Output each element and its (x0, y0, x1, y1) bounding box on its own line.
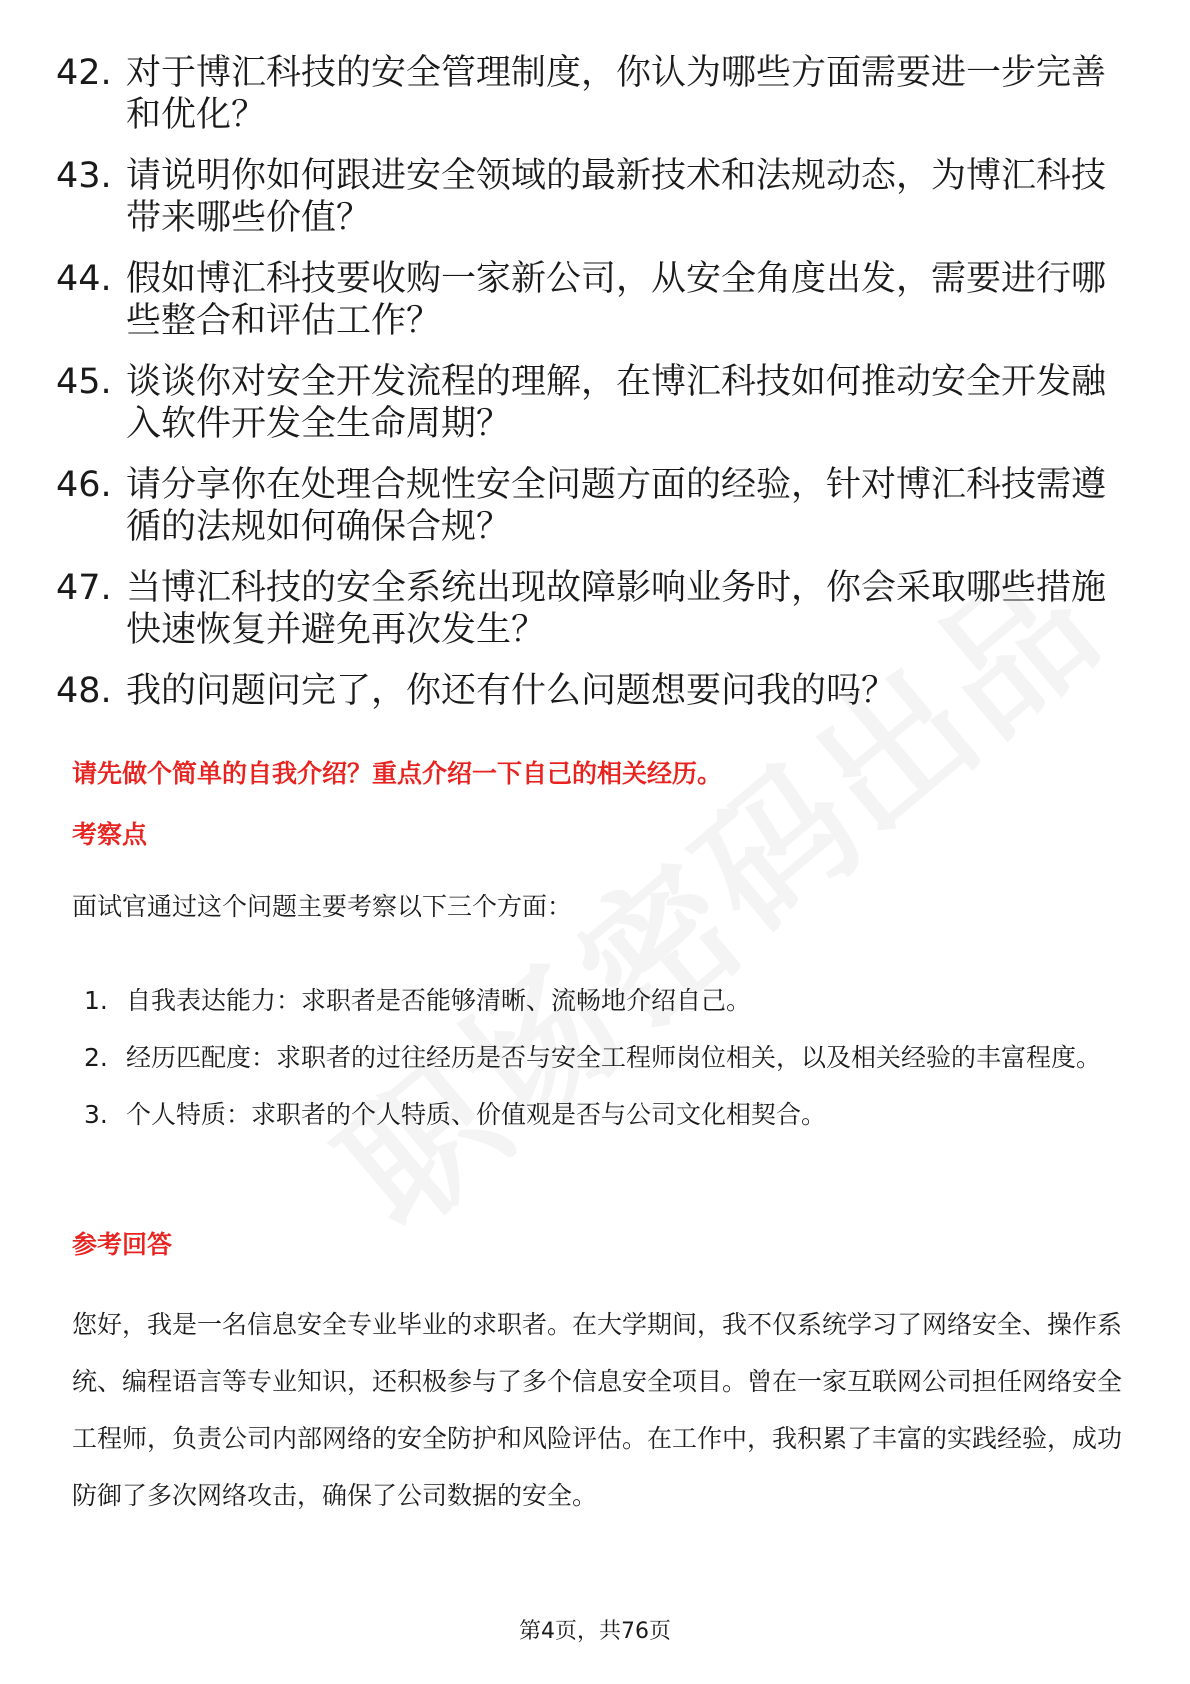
question-item (56, 361, 1136, 445)
question-text: 我的问题问完了，你还有什么问题想要问我的吗？ (126, 671, 897, 711)
question-text: 谈谈你对安全开发流程的理解，在博汇科技如何推动安全开发融入软件开发全生命周期？ (126, 362, 1107, 444)
question-text: 对于博汇科技的安全管理制度，你认为哪些方面需要进一步完善和优化？ (126, 53, 1107, 135)
question-number: 47. (56, 568, 112, 608)
focus-list (84, 972, 1124, 1143)
question-number: 45. (56, 362, 112, 402)
focus-item-text: 经历匹配度：求职者的过往经历是否与安全工程师岗位相关，以及相关经验的丰富程度。 (126, 1043, 1102, 1072)
page-footer: 第4页，共76页 (519, 1619, 671, 1644)
question-item (56, 258, 1136, 342)
question-list (56, 52, 1136, 731)
focus-item-number: 3. (84, 1100, 108, 1129)
focus-item (84, 1086, 1124, 1143)
question-text: 请说明你如何跟进安全领域的最新技术和法规动态，为博汇科技带来哪些价值？ (126, 156, 1107, 238)
question-text: 请分享你在处理合规性安全问题方面的经验，针对博汇科技需遵循的法规如何确保合规？ (126, 465, 1107, 547)
focus-item-number: 2. (84, 1043, 108, 1072)
focus-item-text: 自我表达能力：求职者是否能够清晰、流畅地介绍自己。 (126, 986, 752, 1015)
question-number: 42. (56, 53, 112, 93)
reference-heading: 参考回答 (72, 1230, 173, 1259)
focus-heading: 考察点 (72, 820, 148, 849)
question-text: 假如博汇科技要收购一家新公司，从安全角度出发，需要进行哪些整合和评估工作？ (126, 259, 1107, 341)
featured-question: 请先做个简单的自我介绍？重点介绍一下自己的相关经历。 (72, 759, 723, 788)
question-number: 46. (56, 465, 112, 505)
question-item (56, 464, 1136, 548)
question-number: 43. (56, 156, 112, 196)
focus-item (84, 972, 1124, 1029)
question-number: 44. (56, 259, 112, 299)
question-item (56, 567, 1136, 651)
question-item (56, 155, 1136, 239)
question-item (56, 670, 1136, 712)
focus-item (84, 1029, 1124, 1086)
question-text: 当博汇科技的安全系统出现故障影响业务时，你会采取哪些措施快速恢复并避免再次发生？ (126, 568, 1107, 650)
reference-answer: 您好，我是一名信息安全专业毕业的求职者。在大学期间，我不仅系统学习了网络安全、操作系统、编程语言等专业知识，还积极参与了多个信息安全项目。曾在一家互联网公司担任网络安全工程师，负责公司内部网络的安全防护和风险评估。在工作中，我积累了丰富的实践经验，成功防御了多次网络攻击，确保了公司数据的安全。 (72, 1310, 1123, 1510)
question-item (56, 52, 1136, 136)
question-number: 48. (56, 671, 112, 711)
focus-item-text: 个人特质：求职者的个人特质、价值观是否与公司文化相契合。 (126, 1100, 827, 1129)
focus-item-number: 1. (84, 986, 108, 1015)
focus-intro: 面试官通过这个问题主要考察以下三个方面： (72, 892, 573, 921)
